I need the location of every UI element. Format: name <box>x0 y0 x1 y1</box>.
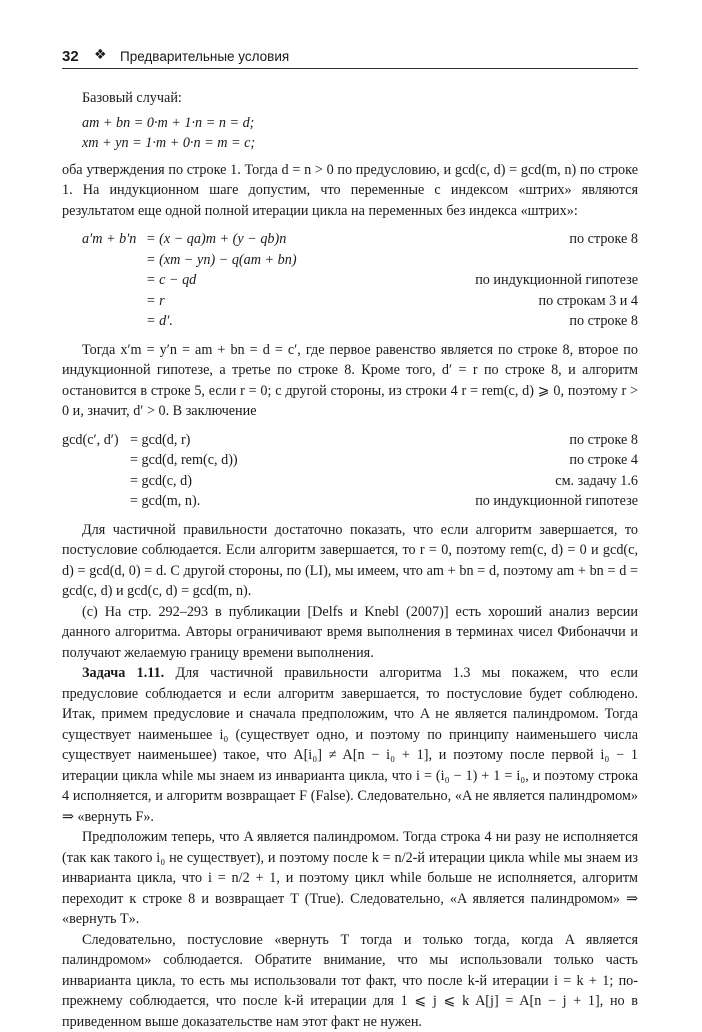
derivation-rhs: = (xm − yn) − q(am + bn) <box>146 250 297 271</box>
derivation-row <box>62 450 638 471</box>
derivation-row <box>62 430 638 451</box>
derivation-justification: по индукционной гипотезе <box>475 270 638 291</box>
paragraph-equalities: Тогда x′m = y′n = am + bn = d = c′, где первое равенство является по строке 8, второе по индукционной гипотезе, а третье по строке 8. Кроме того, d′ = r по строке 8, и алгоритм остановится в строке 5, если r = 0; с другой стороны, из строки 4 r = rem(c, d) ⩾ 0, поэтому r > 0 и, значит, d′ > 0. В заключение <box>62 340 638 422</box>
derivation-justification: по строке 8 <box>569 430 638 451</box>
derivation-row <box>82 270 638 291</box>
derivation-rhs: = gcd(d, r) <box>130 430 190 451</box>
page-body <box>62 86 638 1032</box>
diamond-ornament-icon: ❖ <box>94 47 107 63</box>
derivation-row <box>82 311 638 332</box>
paragraph-part-c: (c) На стр. 292–293 в публикации [Delfs и Knebl (2007)] есть хороший анализ версии данного алгоритма. Авторы ограничивают время выполнения в терминах чисел Фибоначчи и получают желаемую границу времени выполнения. <box>62 602 638 664</box>
derivation-justification: по строке 8 <box>569 311 638 332</box>
chapter-title: Предварительные условия <box>120 49 289 64</box>
paragraph-palindrome: Предположим теперь, что A является палиндромом. Тогда строка 4 ни разу не исполняется (так как такого i₀ не существует), и поэтому после k = n/2-й итерации цикла while мы знаем из инварианта цикла, что i = n/2 + 1, и поэтому цикл while больше не исполняется, алгоритм переходит к строке 8 и возвращает T (True). Следовательно, «A является палиндромом» ⇒ «вернуть T». <box>62 827 638 930</box>
derivation-justification: по строке 4 <box>569 450 638 471</box>
task-label: Задача 1.11. <box>82 665 164 681</box>
running-header <box>62 46 638 69</box>
derivation-rhs: = gcd(m, n). <box>130 491 200 512</box>
derivation-block-1 <box>62 229 638 332</box>
base-case-equation-2: xm + yn = 1·m + 0·n = m = c; <box>62 133 638 154</box>
derivation-row <box>62 471 638 492</box>
base-case-intro: Базовый случай: <box>62 88 638 109</box>
paragraph-task-1-11 <box>62 663 638 827</box>
paragraph-partial-correctness: Для частичной правильности достаточно показать, что если алгоритм завершается, то постусловие соблюдается. Если алгоритм завершается, то r = 0, поэтому rem(c, d) = 0 и gcd(c, d) = gcd(d, 0) = d. С другой стороны, по (LI), мы имеем, что am + bn = d, поэтому am + bn = d = gcd(c, d) и gcd(c, d) = gcd(m, n). <box>62 520 638 602</box>
derivation-rhs: = r <box>146 291 165 312</box>
page-number: 32 <box>62 48 79 65</box>
derivation-justification: см. задачу 1.6 <box>555 471 638 492</box>
derivation-row <box>82 250 638 271</box>
base-case-equation-1: am + bn = 0·m + 1·n = n = d; <box>62 113 638 134</box>
derivation-lhs: gcd(c′, d′) <box>62 430 119 451</box>
paragraph-postcondition: Следовательно, постусловие «вернуть T тогда и только тогда, когда A является палиндромом» соблюдается. Обратите внимание, что мы использовали только часть инварианта цикла, то есть мы использовали тот факт, что после k-й итерации i = k + 1; по-прежнему соблюдается, что после k-й итерации для 1 ⩽ j ⩽ k A[j] = A[n − j + 1], но в приведенном выше доказательстве нам этот факт не нужен. <box>62 930 638 1032</box>
task-text: Для частичной правильности алгоритма 1.3 мы покажем, что если предусловие соблюдается и если алгоритм завершается, то постусловие будет соблюдено. Итак, примем предусловие и сначала предположим, что A не является палиндромом. Тогда существует наименьшее i₀ (существует одно, и поэтому по принципу наименьшего числа существует наименьшее) такое, что A[i₀] ≠ A[n − i₀ + 1], и поэтому после первой i₀ − 1 итерации цикла while мы знаем из инварианта цикла, что i = (i₀ − 1) + 1 = i₀, и поэтому строка 4 исполняется, и алгоритм возвращает F (False). Следовательно, «A не является палиндромом» ⇒ «вернуть F». <box>62 665 638 825</box>
derivation-row <box>82 229 638 250</box>
derivation-block-2 <box>62 430 638 512</box>
derivation-justification: по строкам 3 и 4 <box>539 291 638 312</box>
derivation-rhs: = d′. <box>146 311 173 332</box>
derivation-justification: по индукционной гипотезе <box>475 491 638 512</box>
derivation-rhs: = gcd(c, d) <box>130 471 192 492</box>
derivation-row <box>82 291 638 312</box>
derivation-rhs: = c − qd <box>146 270 196 291</box>
derivation-justification: по строке 8 <box>569 229 638 250</box>
derivation-lhs: a′m + b′n <box>82 229 136 250</box>
paragraph-induction-step: оба утверждения по строке 1. Тогда d = n > 0 по предусловию, и gcd(c, d) = gcd(m, n) по строке 1. На индукционном шаге допустим, что переменные с индексом «штрих» являются результатом еще одной полной итерации цикла на переменных без индекса «штрих»: <box>62 160 638 222</box>
derivation-rhs: = (x − qa)m + (y − qb)n <box>146 229 286 250</box>
derivation-rhs: = gcd(d, rem(c, d)) <box>130 450 238 471</box>
derivation-row <box>62 491 638 512</box>
